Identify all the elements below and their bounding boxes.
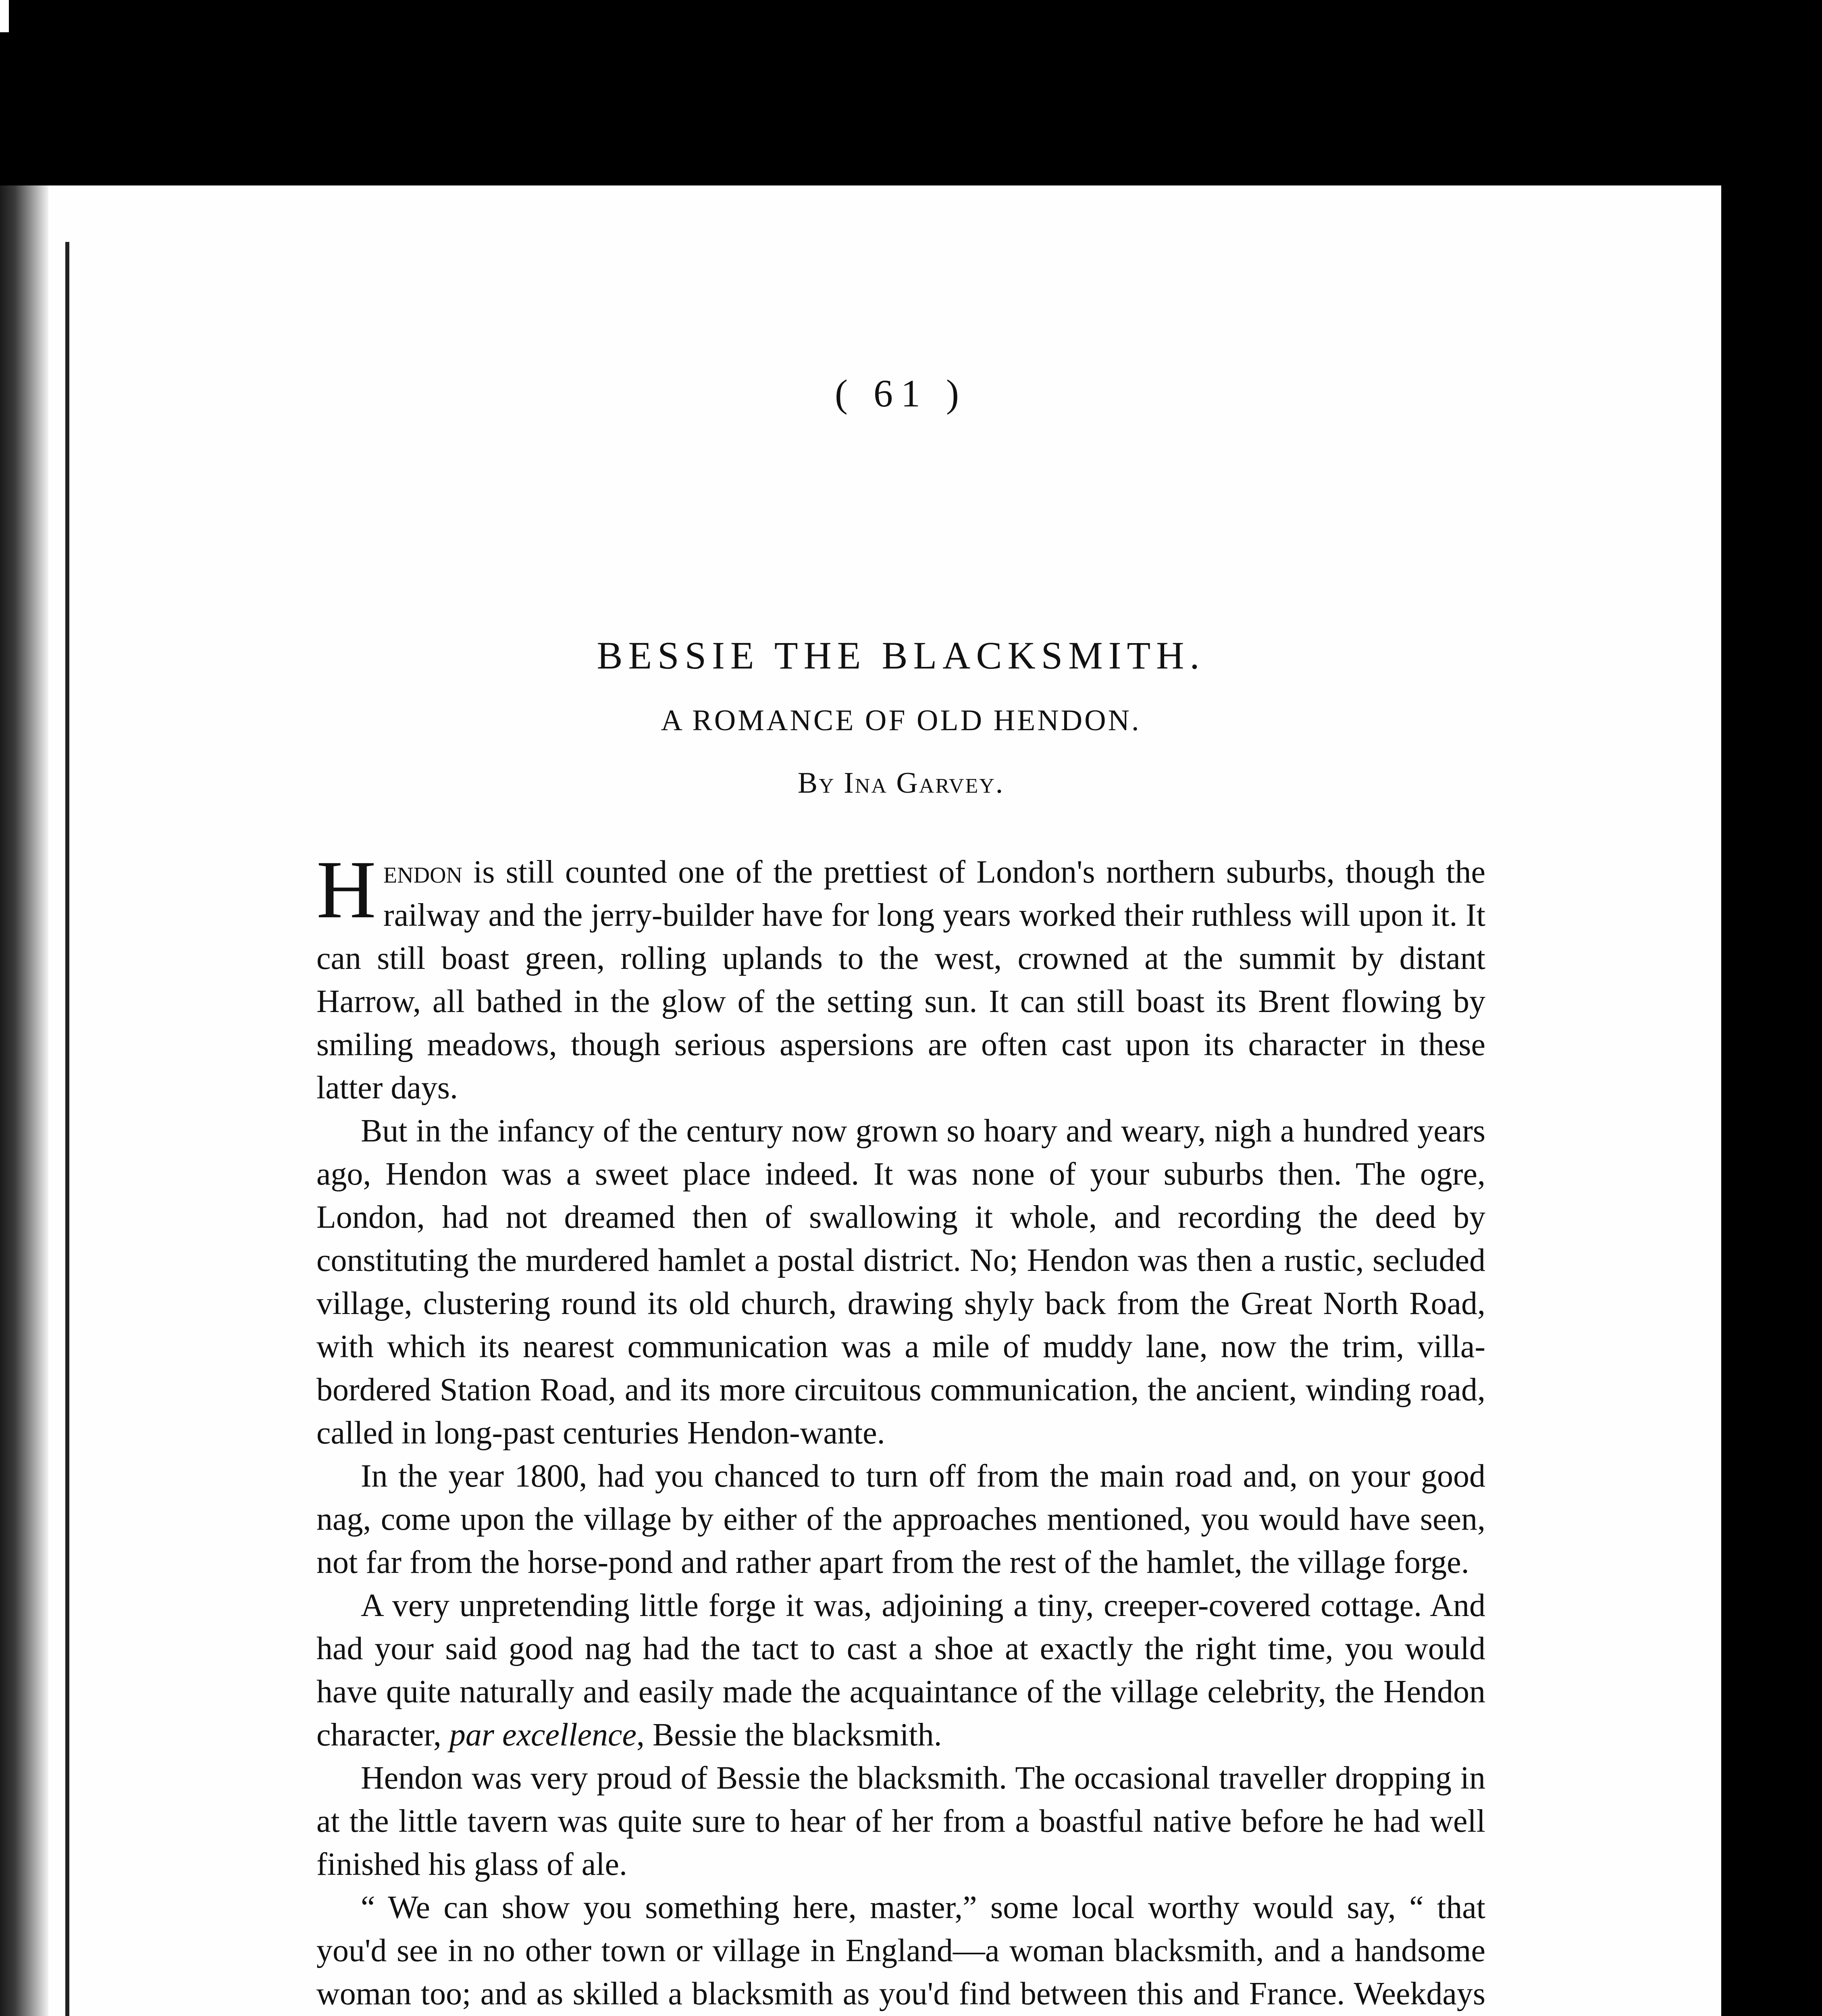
scan-corner-mark (0, 0, 9, 32)
article-body (316, 844, 1485, 2016)
paragraph-6: “ We can show you something here, master,” some local worthy would say, “ that you'd see in no other town or village in England—a woman blacksmith, and a handsome woman too; and as skilled a blacksmith as you'd find between this and France. Weekdays (316, 1890, 1485, 2012)
paragraph-1-text: is still counted one of the prettiest of London's northern suburbs, though the railway and the jerry-builder have for long years worked their ruthless will upon it. It can still boast green, rolling uplands to the west, crowned at the summit by distant Harrow, all bathed in the glow of the setting sun. It can still boast its Brent flowing by smiling meadows, though serious aspersions are often cast upon its character in these latter days. (316, 854, 1485, 1106)
paragraph-2: But in the infancy of the century now grown so hoary and weary, nigh a hundred years ago, Hendon was a sweet place indeed. It was none of your suburbs then. The ogre, London, had not dreamed then of swallowing it whole, and recording the deed by constituting the murdered hamlet a postal district. No; Hendon was then a rustic, secluded village, clustering round its old church, drawing shyly back from the Great North Road, with which its nearest communication was a mile of muddy lane, now the trim, villa-bordered Station Road, and its more circuitous communication, the ancient, winding road, called in long-past centuries Hendon-wante. (316, 1113, 1485, 1451)
paragraph-4-tail: , Bessie the blacksmith. (636, 1717, 942, 1753)
article-title: BESSIE THE BLACKSMITH. (597, 634, 1205, 677)
paragraph-3: In the year 1800, had you chanced to turn off from the main road and, on your good nag, come upon the village by either of the approaches mentioned, you would have seen, not far from the horse-pond and rather apart from the rest of the hamlet, the village forge. (316, 1458, 1485, 1580)
paragraph-4-text: A very unpretending little forge it was, adjoining a tiny, creeper-covered cottage. And had your said good nag had the tact to cast a shoe at exactly the right time, you would have quite naturally and easily made the acquaintance of the village celebrity, the Hendon character, (316, 1588, 1485, 1753)
paragraph-1 (316, 844, 1485, 1110)
page-number: ( 61 ) (835, 372, 967, 415)
paragraph-5: Hendon was very proud of Bessie the blacksmith. The occasional traveller dropping in at the little tavern was quite sure to hear of her from a boastful native before he had well finished his glass of ale. (316, 1760, 1485, 1882)
page-gutter-line (65, 242, 69, 2016)
paragraph-1-lead: endon (383, 854, 463, 890)
drop-cap-letter: H (316, 844, 376, 935)
page-left-edge-shadow (0, 185, 48, 2016)
article-subtitle: A ROMANCE OF OLD HENDON. (661, 704, 1141, 737)
paragraph-4 (316, 1584, 1485, 1757)
article-byline: By Ina Garvey. (797, 766, 1005, 800)
paragraph-4-italic: par excellence (449, 1717, 636, 1753)
